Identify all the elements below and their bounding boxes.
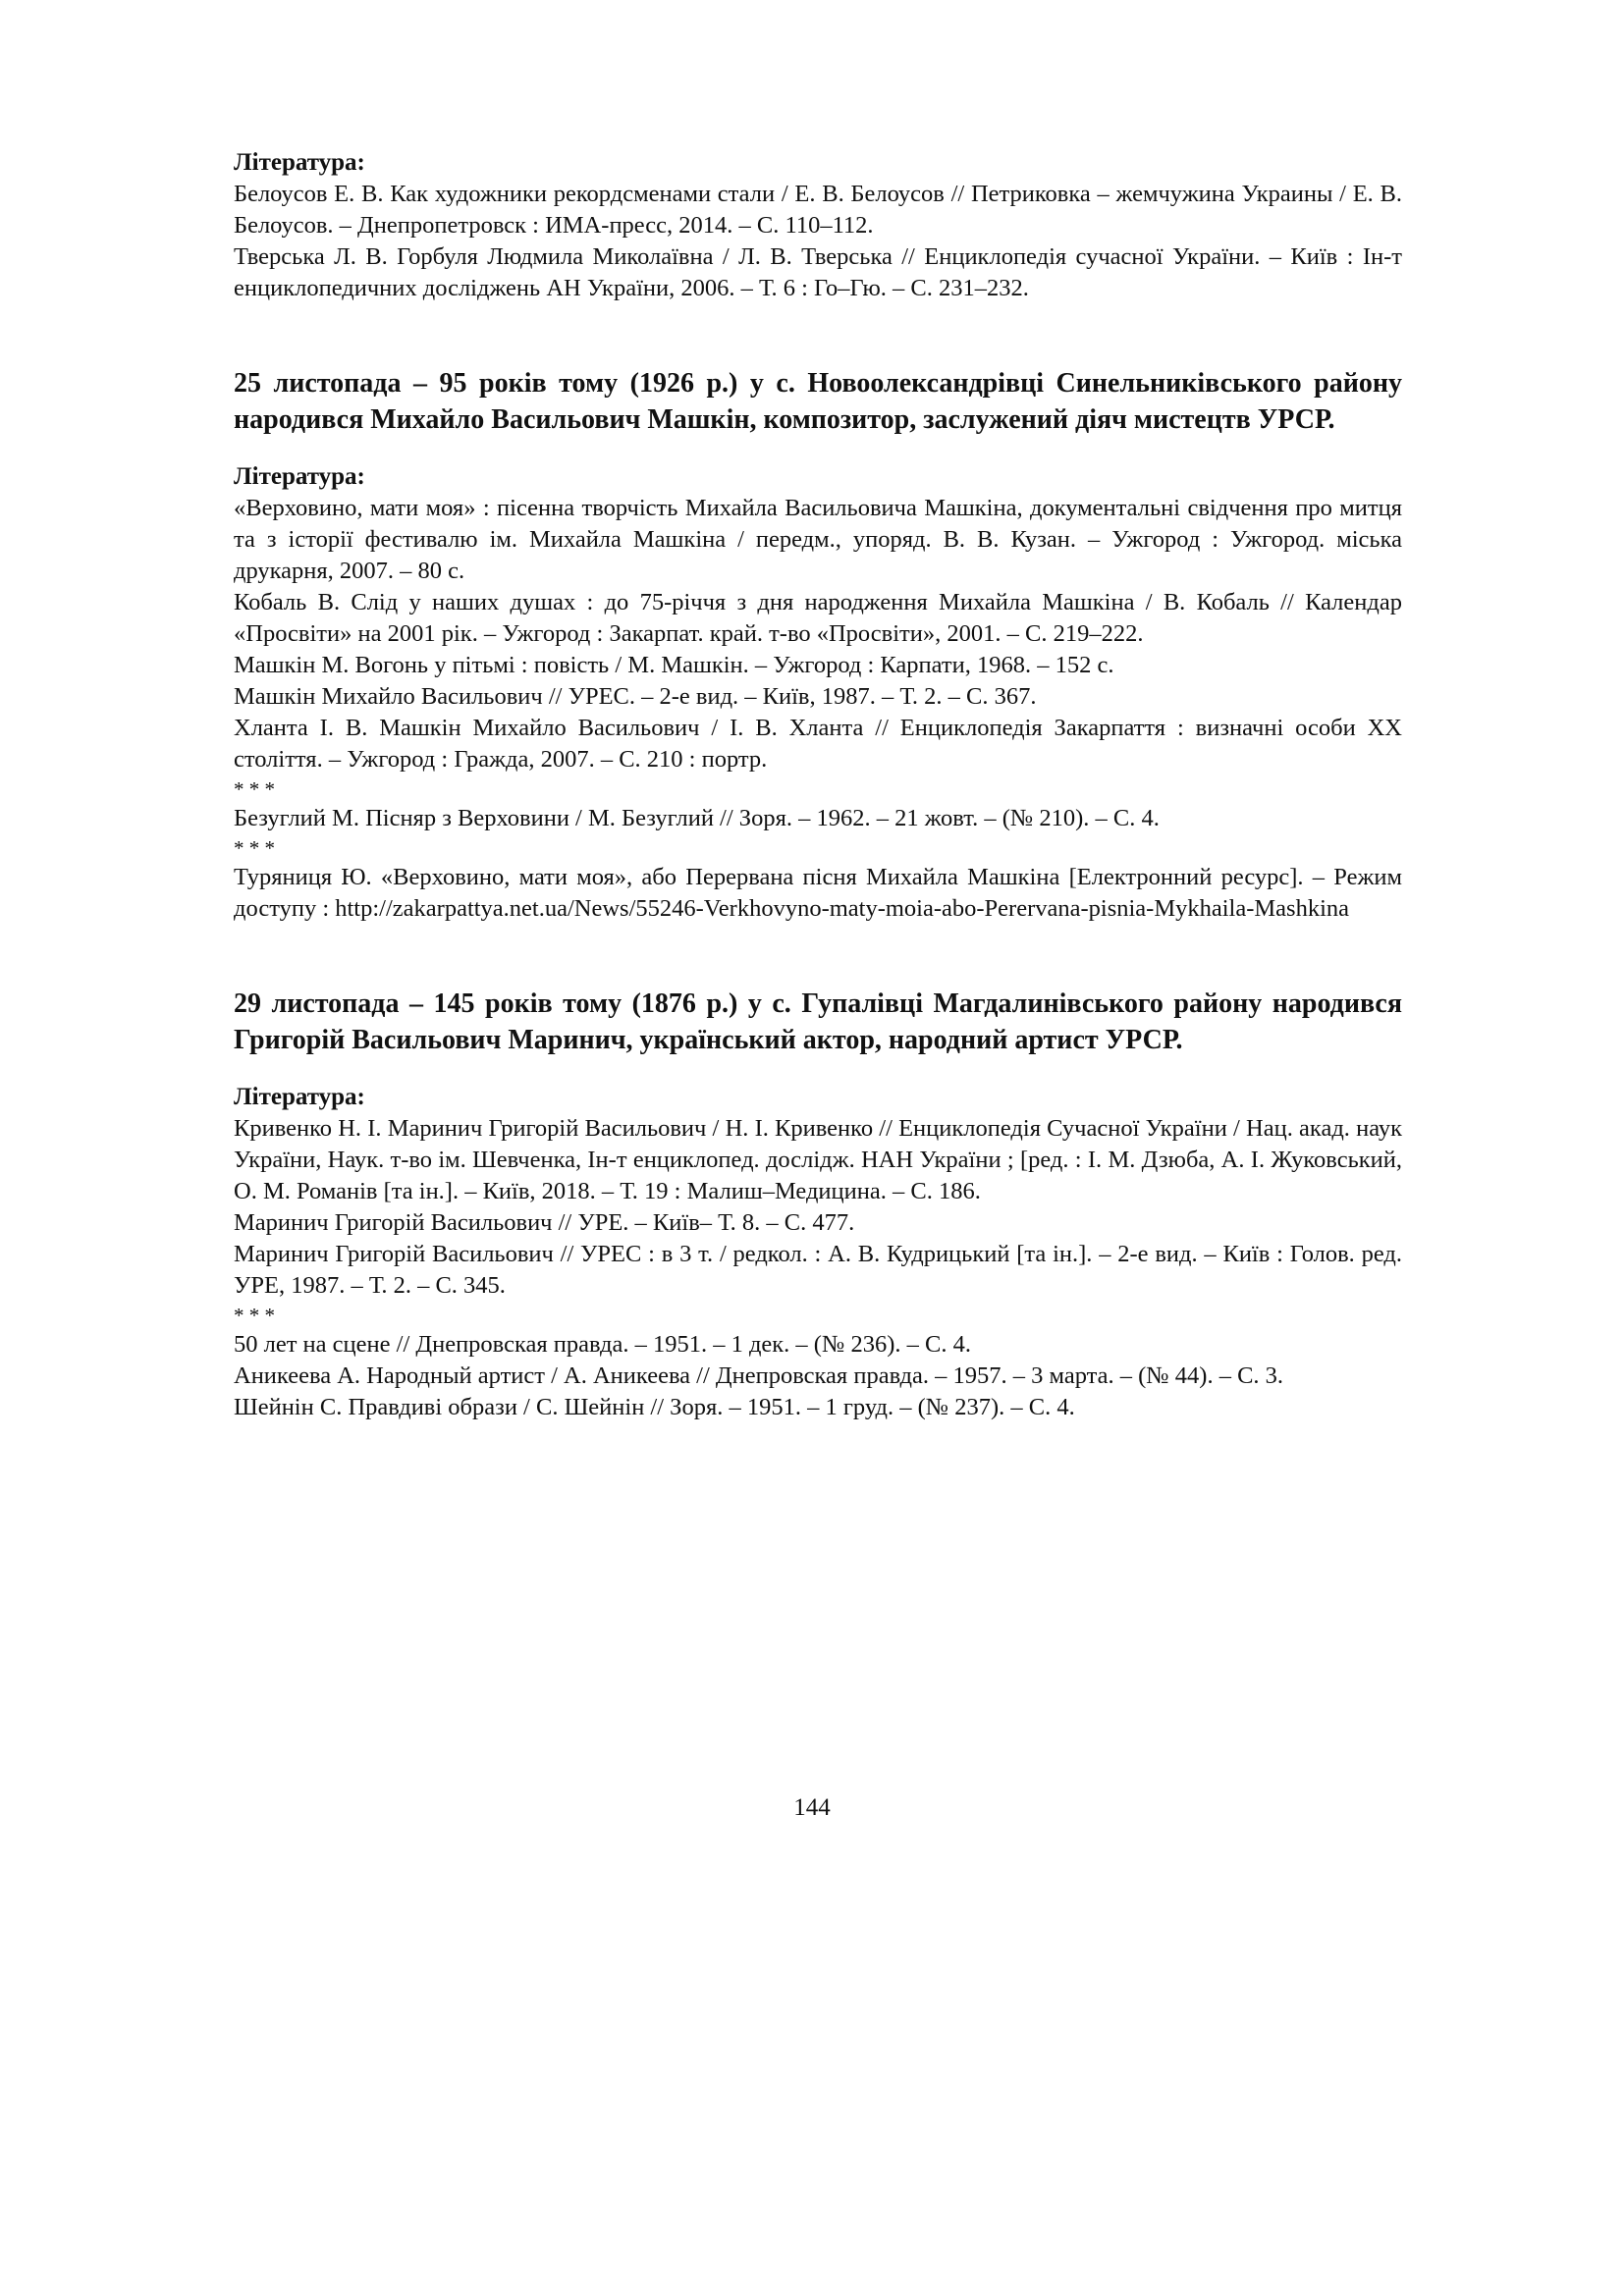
literature-label: Література: [234,1084,365,1110]
bibliography-entry: Машкін Михайло Васильович // УРЕС. – 2-е вид. – Київ, 1987. – Т. 2. – С. 367. [234,683,1037,710]
bibliography-entry: Шейнін С. Правдиві образи / С. Шейнін // Зоря. – 1951. – 1 груд. – (№ 237). – С. 4. [234,1394,1075,1420]
bibliography-entry: Кобаль В. Слід у наших душах : до 75-річчя з дня народження Михайла Машкіна / В. Кобаль // Календар «Просвіти» на 2001 рік. – Ужгород : Закарпат. край. т-во «Просвіти», 2001. – С. 219–222. [234,589,1402,647]
bibliography-entry: «Верховино, мати моя» : пісенна творчість Михайла Васильовича Машкіна, документальні свідчення про митця та з історії фестивалю ім. Михайла Машкіна / передм., упоряд. В. В. Кузан. – Ужгород : Ужгород. міська друкарня, 2007. – 80 с. [234,495,1402,584]
bibliography-entry: 50 лет на сцене // Днепровская правда. – 1951. – 1 дек. – (№ 236). – С. 4. [234,1331,971,1358]
page-content [234,147,1402,1423]
literature-label: Література: [234,149,365,176]
literature-label: Література: [234,463,365,490]
section-1 [234,147,1402,304]
bibliography-entry: Белоусов Е. В. Как художники рекордсменами стали / Е. В. Белоусов // Петриковка – жемчужина Украины / Е. В. Белоусов. – Днепропетровск : ИМА-пресс, 2014. – С. 110–112. [234,181,1402,239]
bibliography-entry: Аникеева А. Народный артист / А. Аникеева // Днепровская правда. – 1957. – 3 марта. – (№ 44). – С. 3. [234,1362,1284,1389]
event-title: 29 листопада – 145 років тому (1876 р.) у с. Гупалівці Магдалинівського району народився Григорій Васильович Маринич, український актор, народний артист УРСР. [234,988,1402,1055]
separator-stars: * * * [234,836,275,860]
bibliography-entry: Кривенко Н. І. Маринич Григорій Васильович / Н. І. Кривенко // Енциклопедія Сучасної України / Нац. акад. наук України, Наук. т-во ім. Шевченка, Ін-т енциклопед. дослідж. НАН України ; [ред. : І. М. Дзюба, А. І. Жуковський, О. М. Романів [та ін.]. – Київ, 2018. – Т. 19 : Малиш–Медицина. – С. 186. [234,1115,1402,1204]
bibliography-entry: Хланта І. В. Машкін Михайло Васильович / І. В. Хланта // Енциклопедія Закарпаття : визначні особи XX століття. – Ужгород : Гражда, 2007. – С. 210 : портр. [234,715,1402,773]
bibliography-entry: Машкін М. Вогонь у пітьмі : повість / М. Машкін. – Ужгород : Карпати, 1968. – 152 с. [234,652,1114,678]
bibliography-entry: Маринич Григорій Васильович // УРЕС : в 3 т. / редкол. : А. В. Кудрицький [та ін.]. – 2-е вид. – Київ : Голов. ред. УРЕ, 1987. – Т. 2. – С. 345. [234,1241,1402,1299]
event-title: 25 листопада – 95 років тому (1926 р.) у с. Новоолександрівці Синельниківського району народився Михайло Васильович Машкін, композитор, заслужений діяч мистецтв УРСР. [234,368,1402,435]
bibliography-entry: Маринич Григорій Васильович // УРЕ. – Київ– Т. 8. – С. 477. [234,1209,855,1236]
bibliography-entry: Туряниця Ю. «Верховино, мати моя», або Перервана пісня Михайла Машкіна [Електронний ресурс]. – Режим доступу : http://zakarpattya.net.ua/News/55246-Verkhovyno-maty-moia-abo-Perervana-pisnia-Mykhaila-Mashkina [234,864,1402,922]
page-number: 144 [793,1794,831,1821]
separator-stars: * * * [234,1304,275,1327]
bibliography-entry: Тверська Л. В. Горбуля Людмила Миколаївна / Л. В. Тверська // Енциклопедія сучасної України. – Київ : Ін-т енциклопедичних досліджень АН України, 2006. – Т. 6 : Го–Гю. – С. 231–232. [234,243,1402,301]
bibliography-entry: Безуглий М. Пісняр з Верховини / М. Безуглий // Зоря. – 1962. – 21 жовт. – (№ 210). – С. 4. [234,805,1160,831]
separator-stars: * * * [234,777,275,801]
section-3 [234,986,1402,1423]
section-2 [234,365,1402,925]
